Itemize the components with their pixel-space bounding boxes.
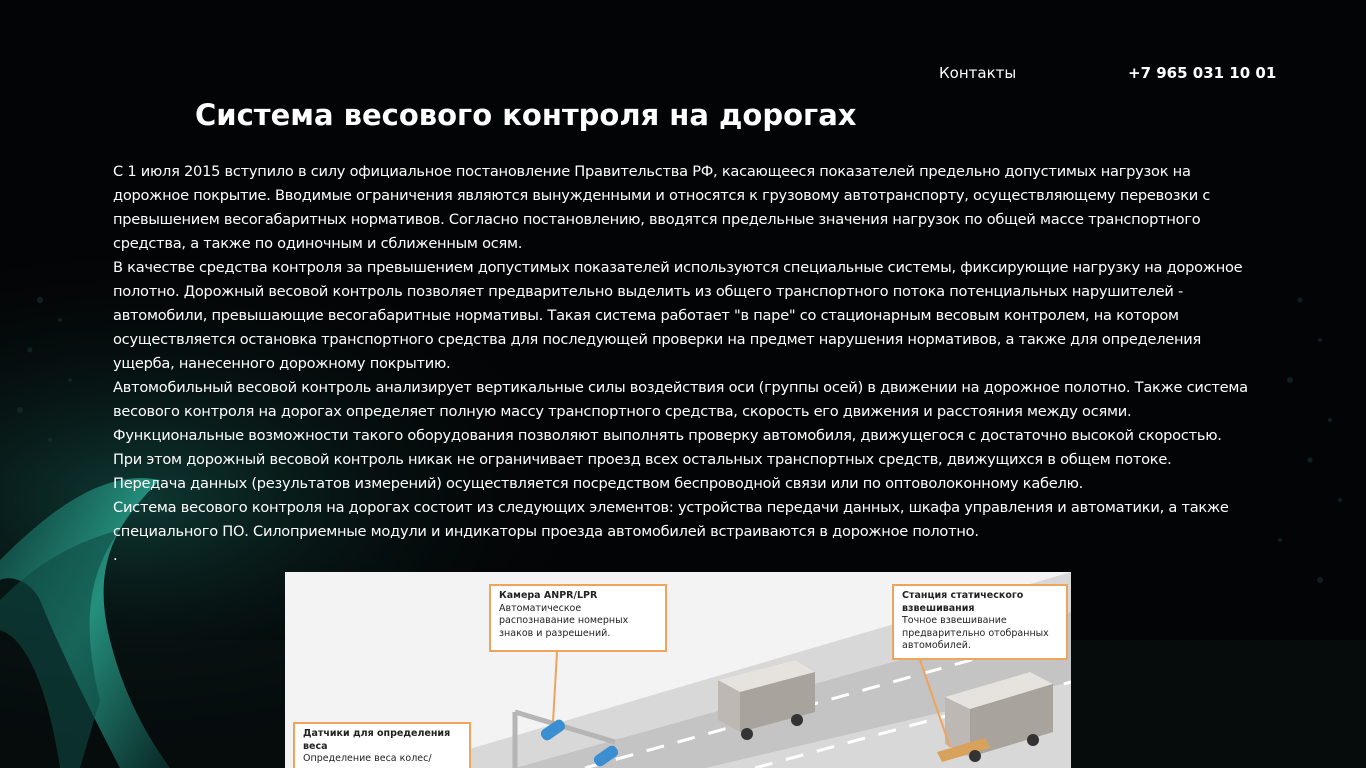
callout-station xyxy=(892,584,1068,660)
callout-camera-title: Камера ANPR/LPR xyxy=(499,590,598,601)
paragraph: . xyxy=(113,547,118,564)
callout-station-title: Станция статического взвешивания xyxy=(902,590,1024,614)
article-body xyxy=(113,160,1248,568)
paragraph: С 1 июля 2015 вступило в силу официальное постановление Правительства РФ, касающееся показателей предельно допустимых нагрузок на дорожное покрытие. Вводимые ограничения являются вынужденными и относятся к грузовому автотранспорту, осуществляющему перевозки с превышением весогабаритных нормативов. Согласно постановлению, вводятся предельные значения нагрузок по общей массе транспортного средства, а также по одиночным и сближенным осям. xyxy=(113,163,1211,252)
callout-camera xyxy=(489,584,667,652)
phone-link[interactable]: +7 965 031 10 01 xyxy=(1128,64,1277,82)
paragraph: Автомобильный весовой контроль анализирует вертикальные силы воздействия оси (группы осей) в движении на дорожное полотно. Также система весового контроля на дорогах определяет полную массу транспортного средства, скорость его движения и расстояния между осями. Функциональные возможности такого оборудования позволяют выполнять проверку автомобиля, движущегося с достаточно высокой скоростью. При этом дорожный весовой контроль никак не ограничивает проезд всех остальных транспортных средств, движущихся в общем потоке. Передача данных (результатов измерений) осуществляется посредством беспроводной связи или по оптоволоконному кабелю. xyxy=(113,379,1248,492)
callout-sensors-text: Определение веса колес/ xyxy=(303,753,432,764)
callout-sensors-title: Датчики для определения веса xyxy=(303,728,451,752)
callout-station-text: Точное взвешивание предварительно отобранных автомобилей. xyxy=(902,615,1049,651)
nav-contacts-link[interactable]: Контакты xyxy=(939,64,1017,82)
paragraph: Система весового контроля на дорогах состоит из следующих элементов: устройства передачи данных, шкафа управления и автоматики, а также специального ПО. Силоприемные модули и индикаторы проезда автомобилей встраиваются в дорожное полотно. xyxy=(113,499,1229,540)
callout-sensors xyxy=(293,722,471,768)
paragraph: В качестве средства контроля за превышением допустимых показателей используются специальные системы, фиксирующие нагрузку на дорожное полотно. Дорожный весовой контроль позволяет предварительно выделить из общего транспортного потока потенциальных нарушителей - автомобили, превышающие весогабаритные нормативы. Такая система работает "в паре" со стационарным весовым контролем, на котором осуществляется остановка транспортного средства для последующей проверки на предмет нарушения нормативов, а также для определения ущерба, нанесенного дорожному покрытию. xyxy=(113,259,1243,372)
page-title: Система весового контроля на дорогах xyxy=(195,98,857,133)
weighing-system-diagram xyxy=(285,572,1071,768)
callout-camera-text: Автоматическое распознавание номерных знаков и разрешений. xyxy=(499,602,629,639)
